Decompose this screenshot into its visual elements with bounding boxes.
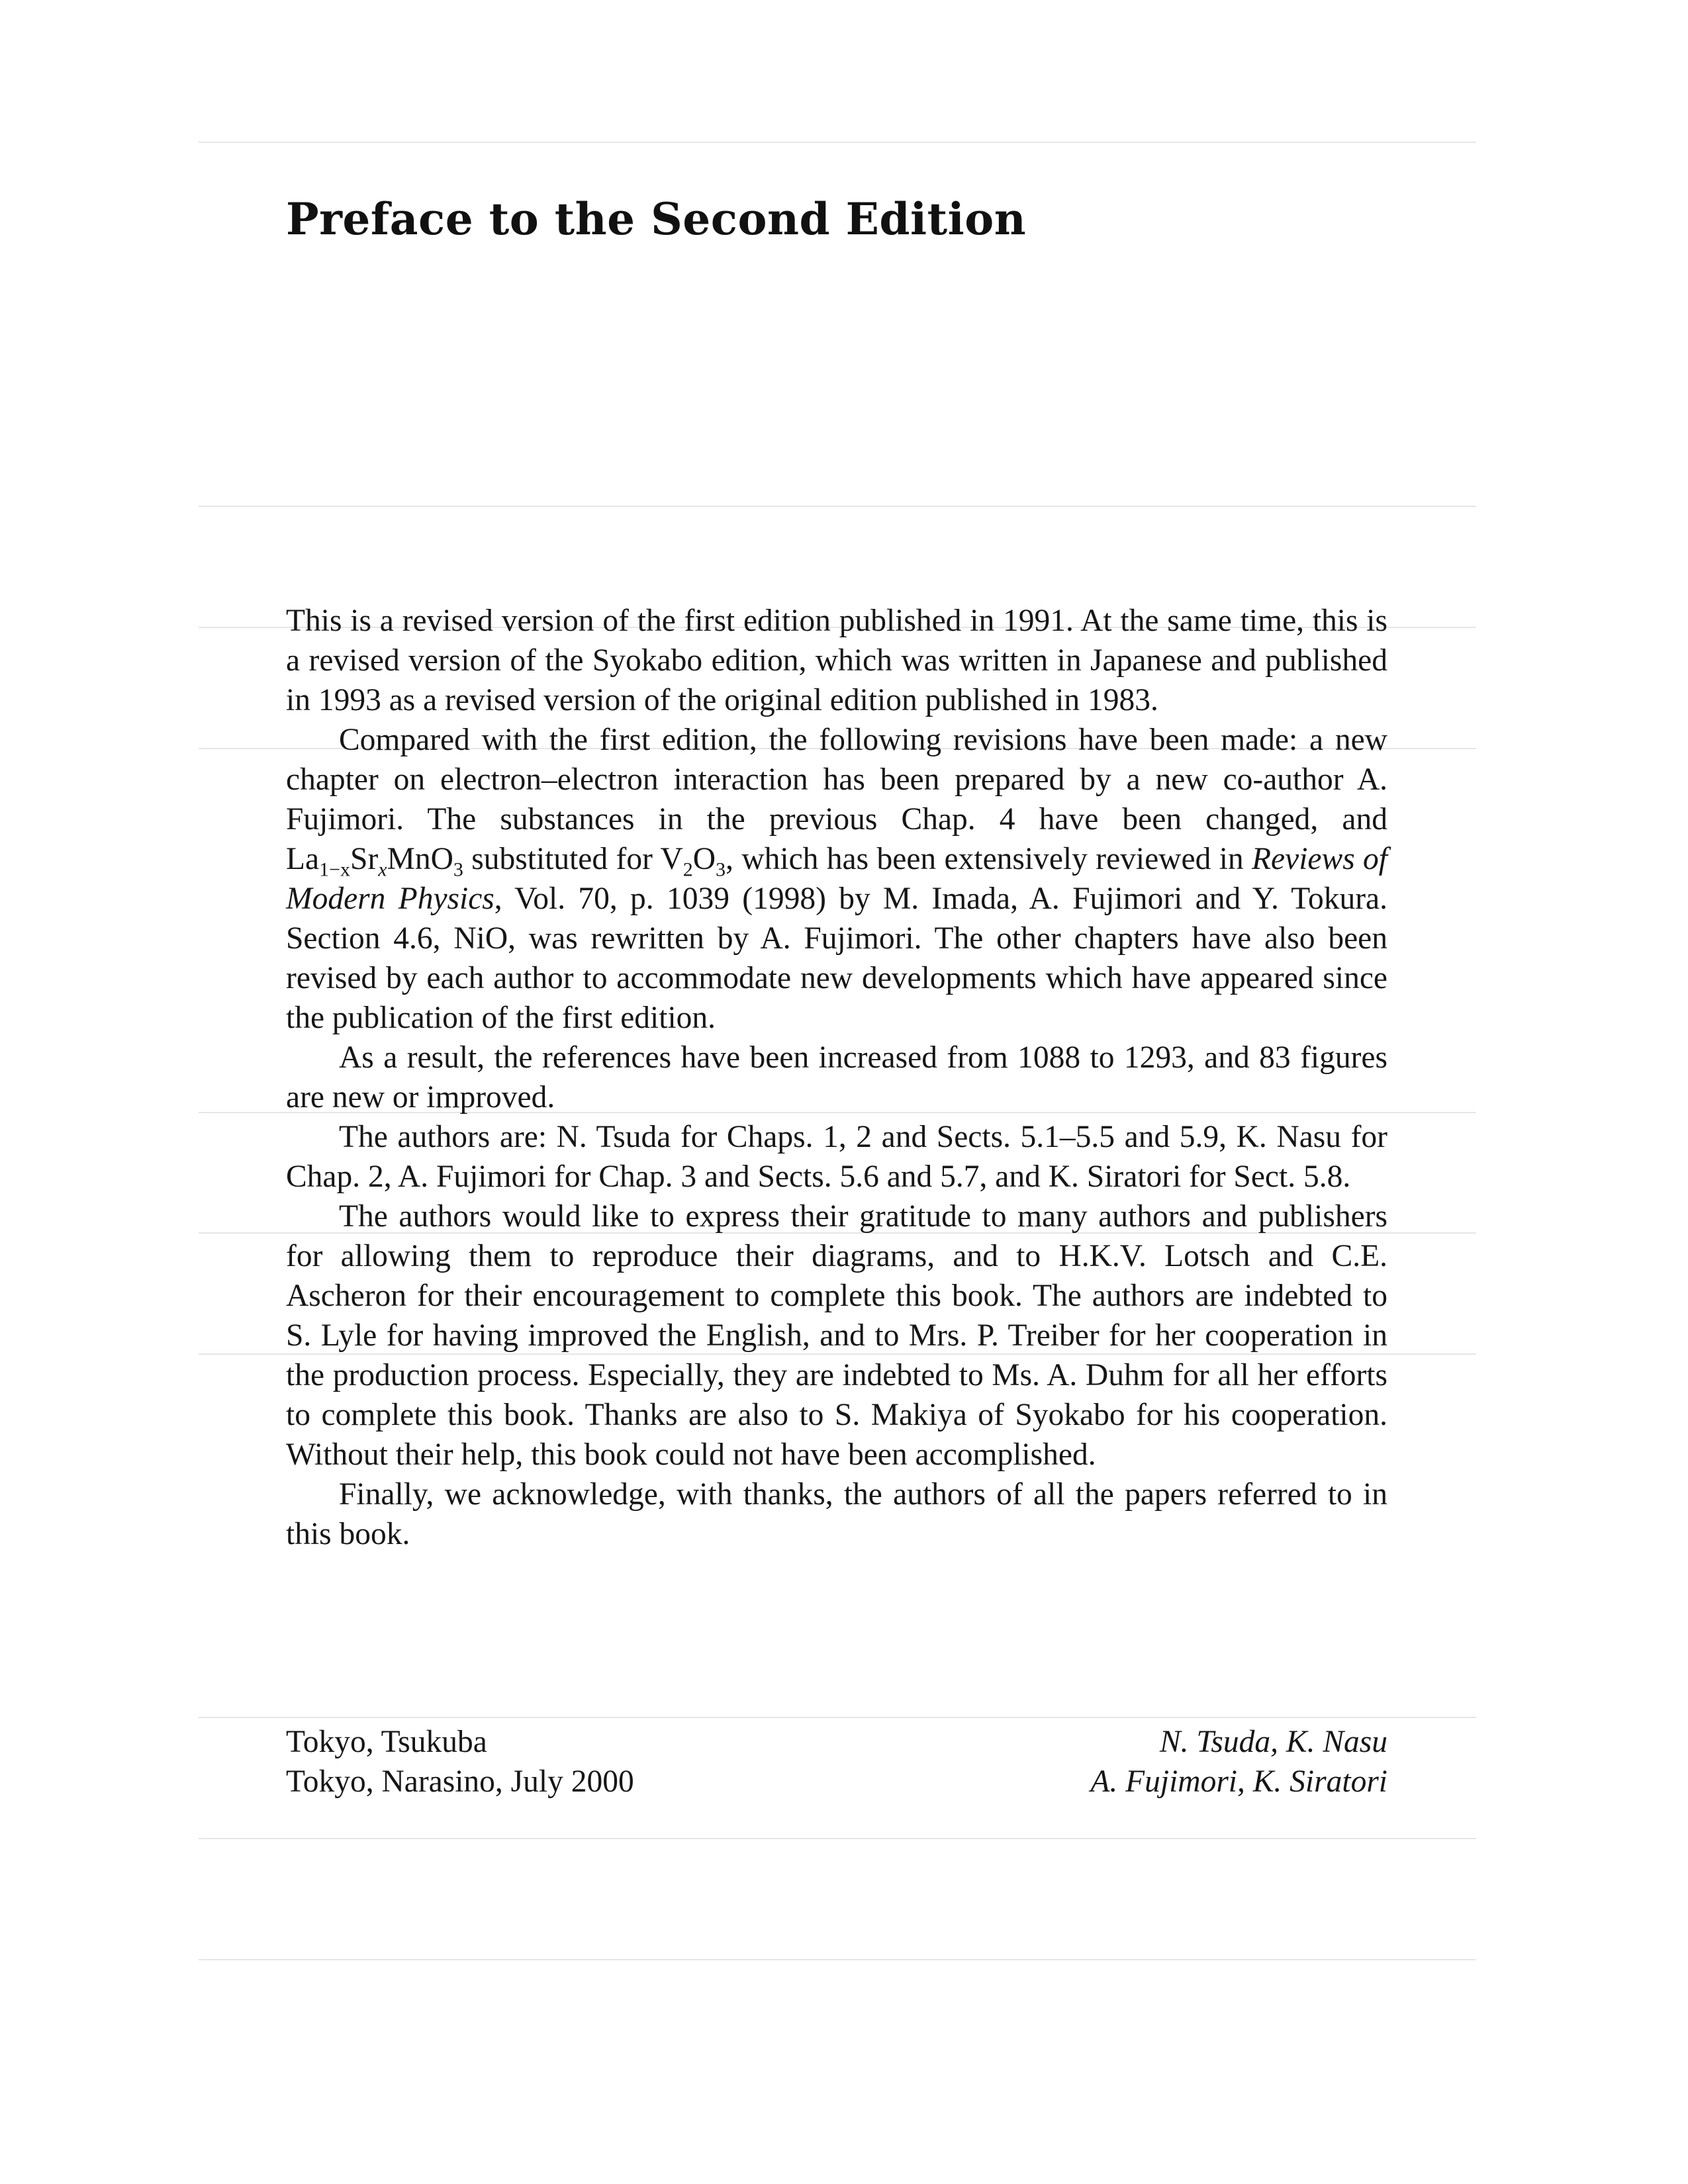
paragraph-2-text-b: substituted for: [463, 842, 661, 876]
divider: [199, 506, 1476, 507]
signature-authors-2: A. Fujimori, K. Siratori: [1090, 1764, 1387, 1799]
page-title: Preface to the Second Edition: [286, 193, 1027, 245]
signature-row-2: [286, 1762, 1387, 1801]
paragraph-2-text-a: Compared with the first edition, the following revisions have been made: a new chapter on electron–electron interaction has been prepared by a new co-author A. Fujimori. The substances in the previous Chap. 4 have been changed, and: [286, 723, 1387, 837]
paragraph-2-text-c: , which has been extensively reviewed in: [726, 842, 1252, 876]
divider: [199, 1838, 1476, 1839]
formula-la-sr-mno3: $La_{1-x}Sr_xMnO_3$: [286, 842, 463, 881]
formula-v2o3: $V_2O_3$: [660, 842, 726, 881]
paragraph-2: [286, 720, 1387, 1038]
divider: [199, 1717, 1476, 1718]
paragraph-2-text-d: , Vol. 70, p. 1039 (1998) by M. Imada, A. Fujimori and Y. Tokura. Section 4.6, NiO, was rewritten by A. Fujimori. The other chapters have also been revised by each author to accommodate new developments which have appeared since the publication of the first edition.: [286, 882, 1387, 1035]
paragraph-3: As a result, the references have been increased from 1088 to 1293, and 83 figures are new or improved.: [286, 1040, 1387, 1115]
signature-row-1: [286, 1722, 1387, 1762]
journal-title: Reviews of Modern Physics: [286, 842, 1388, 916]
divider: [199, 142, 1476, 143]
signature-place-2: Tokyo, Narasino, July 2000: [286, 1764, 634, 1799]
signature-place-1: Tokyo, Tsukuba: [286, 1725, 487, 1759]
paragraph-5: The authors would like to express their gratitude to many authors and publishers for allowing them to reproduce their diagrams, and to H.K.V. Lotsch and C.E. Ascheron for their encouragement to complete this book. The authors are indebted to S. Lyle for having improved the English, and to Mrs. P. Treiber for her cooperation in the production process. Especially, they are indebted to Ms. A. Duhm for all her efforts to complete this book. Thanks are also to S. Makiya of Syokabo for his cooperation. Without their help, this book could not have been accomplished.: [286, 1199, 1387, 1472]
divider: [199, 1959, 1476, 1960]
preface-body: [286, 601, 1387, 1554]
paragraph-4: The authors are: N. Tsuda for Chaps. 1, 2 and Sects. 5.1–5.5 and 5.9, K. Nasu for Chap. 2, A. Fujimori for Chap. 3 and Sects. 5.6 and 5.7, and K. Siratori for Sect. 5.8.: [286, 1120, 1387, 1194]
paragraph-6: Finally, we acknowledge, with thanks, the authors of all the papers referred to in this book.: [286, 1477, 1387, 1551]
paragraph-1: This is a revised version of the first edition published in 1991. At the same time, this is a revised version of the Syokabo edition, which was written in Japanese and published in 1993 as a revised version of the original edition published in 1983.: [286, 604, 1387, 717]
signature-authors-1: N. Tsuda, K. Nasu: [1159, 1725, 1387, 1759]
